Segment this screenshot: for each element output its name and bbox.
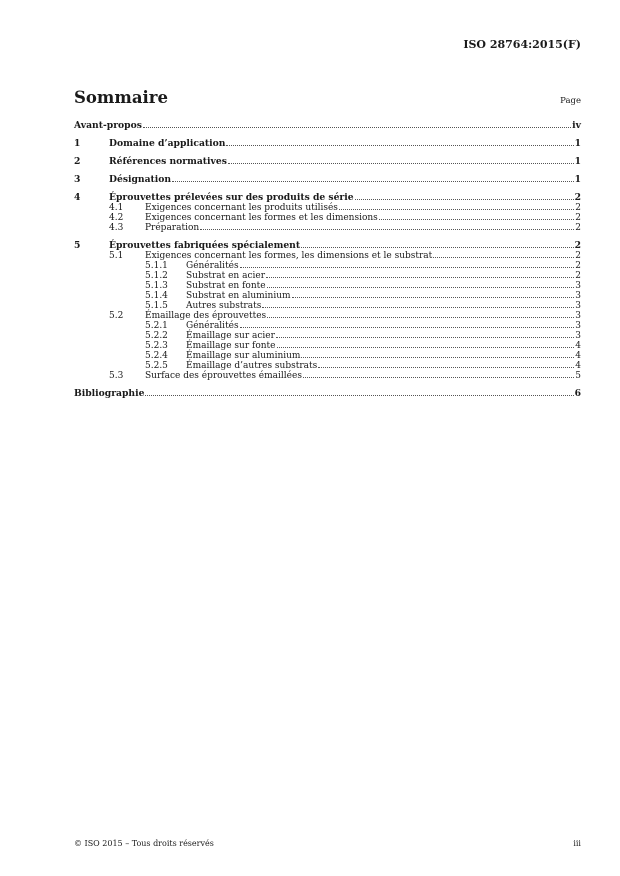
table-of-contents: [74, 120, 581, 399]
toc-entry-title: Émaillage des éprouvettes: [145, 311, 267, 321]
dot-leader: [228, 163, 574, 164]
toc-entry[interactable]: [74, 261, 581, 271]
toc-entry-title: Exigences concernant les produits utilisés: [145, 203, 338, 213]
toc-entry-title: Émaillage sur fonte: [186, 341, 276, 351]
dot-leader: [301, 247, 574, 248]
toc-entry-page: 5: [575, 371, 581, 381]
toc-entry-page: 2: [575, 271, 581, 281]
toc-entry-page: 4: [575, 351, 581, 361]
title-row: [74, 88, 581, 107]
toc-entry[interactable]: [74, 371, 581, 381]
dot-leader: [355, 199, 574, 200]
toc-entry[interactable]: [74, 271, 581, 281]
toc-entry-title: Autres substrats: [186, 301, 262, 311]
toc-entry-page: 2: [575, 203, 581, 213]
toc-entry-page: 4: [575, 341, 581, 351]
toc-entry[interactable]: [74, 331, 581, 341]
toc-entry-number: 5.2.5: [145, 361, 168, 371]
toc-entry[interactable]: [74, 156, 581, 167]
toc-entry-title: Références normatives: [109, 156, 227, 167]
toc-entry-title: Éprouvettes fabriquées spécialement: [109, 240, 301, 251]
toc-entry-number: 2: [74, 156, 81, 167]
dot-leader: [379, 219, 574, 220]
toc-entry-number: 5.1.5: [145, 301, 168, 311]
page-title: Sommaire: [74, 88, 168, 107]
dot-leader: [240, 267, 575, 268]
toc-entry[interactable]: [74, 240, 581, 251]
toc-entry-page: 3: [575, 291, 581, 301]
toc-entry-page: iv: [572, 120, 581, 131]
toc-entry-title: Émaillage sur aluminium: [186, 351, 301, 361]
toc-entry-number: 5.2.3: [145, 341, 168, 351]
toc-entry-page: 1: [574, 174, 581, 185]
toc-entry-number: 5.1.4: [145, 291, 168, 301]
toc-entry-number: 5: [74, 240, 81, 251]
toc-entry-number: 5.2.1: [145, 321, 168, 331]
dot-leader: [226, 145, 573, 146]
toc-entry-number: 5.2: [109, 311, 124, 321]
toc-entry-title: Généralités: [186, 321, 239, 331]
toc-entry-number: 5.2.4: [145, 351, 168, 361]
toc-entry-title: Bibliographie: [74, 388, 145, 399]
footer-copyright: © ISO 2015 – Tous droits réservés: [74, 839, 214, 848]
toc-entry-page: 2: [574, 240, 581, 251]
toc-entry[interactable]: [74, 251, 581, 261]
toc-entry-title: Domaine d’application: [109, 138, 226, 149]
toc-entry-page: 3: [575, 301, 581, 311]
toc-entry-title: Avant-propos: [74, 120, 142, 131]
dot-leader: [318, 367, 574, 368]
toc-entry-number: 5.1.2: [145, 271, 168, 281]
dot-leader: [303, 377, 574, 378]
toc-entry[interactable]: [74, 311, 581, 321]
footer-page-number: iii: [573, 839, 581, 848]
toc-entry[interactable]: [74, 291, 581, 301]
toc-entry-page: 2: [575, 261, 581, 271]
toc-entry-page: 3: [575, 281, 581, 291]
toc-entry-title: Émaillage d’autres substrats: [186, 361, 318, 371]
toc-entry-title: Substrat en fonte: [186, 281, 266, 291]
toc-entry-title: Émaillage sur acier: [186, 331, 275, 341]
toc-entry-page: 3: [575, 311, 581, 321]
dot-leader: [267, 317, 574, 318]
toc-entry-page: 4: [575, 361, 581, 371]
toc-entry[interactable]: [74, 120, 581, 131]
toc-entry-number: 5.1.3: [145, 281, 168, 291]
toc-entry-page: 1: [574, 156, 581, 167]
dot-leader: [276, 337, 574, 338]
toc-entry-number: 5.1: [109, 251, 124, 261]
toc-entry-page: 3: [575, 331, 581, 341]
toc-entry-page: 2: [575, 223, 581, 233]
toc-entry-number: 5.3: [109, 371, 124, 381]
toc-entry[interactable]: [74, 138, 581, 149]
dot-leader: [200, 229, 574, 230]
toc-entry[interactable]: [74, 203, 581, 213]
dot-leader: [267, 287, 575, 288]
toc-entry-title: Substrat en acier: [186, 271, 266, 281]
dot-leader: [339, 209, 574, 210]
toc-entry[interactable]: [74, 341, 581, 351]
toc-entry-number: 4.2: [109, 213, 124, 223]
toc-entry[interactable]: [74, 223, 581, 233]
toc-entry[interactable]: [74, 321, 581, 331]
dot-leader: [292, 297, 575, 298]
toc-entry-page: 3: [575, 321, 581, 331]
toc-entry-title: Désignation: [109, 174, 172, 185]
dot-leader: [433, 257, 574, 258]
toc-entry-title: Préparation: [145, 223, 200, 233]
dot-leader: [262, 307, 574, 308]
toc-entry-title: Exigences concernant les formes, les dimensions et le substrat: [145, 251, 433, 261]
toc-entry[interactable]: [74, 174, 581, 185]
toc-entry-title: Généralités: [186, 261, 239, 271]
toc-entry-title: Éprouvettes prélevées sur des produits de série: [109, 192, 354, 203]
toc-entry[interactable]: [74, 213, 581, 223]
toc-entry-number: 3: [74, 174, 81, 185]
toc-entry-number: 1: [74, 138, 81, 149]
dot-leader: [145, 395, 573, 396]
dot-leader: [266, 277, 574, 278]
toc-entry-number: 4: [74, 192, 81, 203]
toc-entry[interactable]: [74, 388, 581, 399]
dot-leader: [277, 347, 575, 348]
toc-entry-page: 1: [574, 138, 581, 149]
toc-entry-page: 6: [574, 388, 581, 399]
page-column-label: Page: [560, 96, 581, 106]
document-id: ISO 28764:2015(F): [463, 38, 581, 51]
toc-entry-number: 5.1.1: [145, 261, 168, 271]
toc-entry[interactable]: [74, 281, 581, 291]
dot-leader: [143, 127, 571, 128]
toc-entry-page: 2: [575, 213, 581, 223]
toc-entry-title: Exigences concernant les formes et les dimensions: [145, 213, 378, 223]
dot-leader: [172, 181, 574, 182]
toc-entry[interactable]: [74, 192, 581, 203]
toc-entry-number: 5.2.2: [145, 331, 168, 341]
toc-entry[interactable]: [74, 351, 581, 361]
toc-entry[interactable]: [74, 301, 581, 311]
dot-leader: [301, 357, 574, 358]
toc-entry-title: Surface des éprouvettes émaillées: [145, 371, 302, 381]
toc-entry[interactable]: [74, 361, 581, 371]
toc-entry-number: 4.1: [109, 203, 124, 213]
toc-entry-title: Substrat en aluminium: [186, 291, 291, 301]
dot-leader: [240, 327, 575, 328]
toc-entry-page: 2: [575, 251, 581, 261]
toc-entry-page: 2: [574, 192, 581, 203]
toc-entry-number: 4.3: [109, 223, 124, 233]
